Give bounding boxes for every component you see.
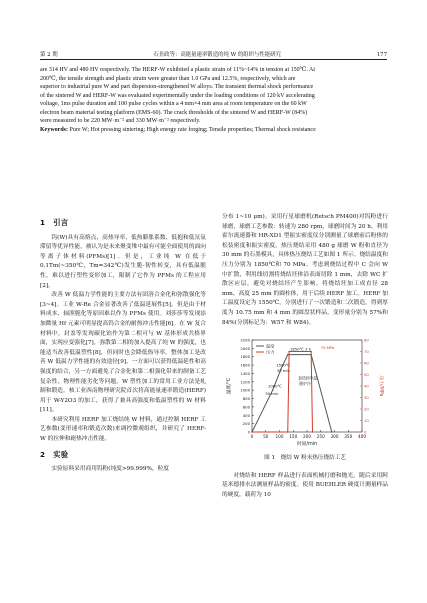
figure-caption: 图 1 烧结 W 粉末热压烧结工艺 — [264, 455, 346, 462]
y-left-tick-label: 0 — [247, 429, 250, 435]
abstract-line: superior to industrial pure W and part dispersion-strengthened W alloys. The transient thermal shock performance — [40, 84, 314, 91]
running-title: 石韭政等：高能量速率锻造的纯 W 的组织与性能研究 — [153, 52, 281, 58]
y-left-tick-label: 1200 — [240, 379, 250, 385]
series-point — [312, 431, 313, 432]
y-left-tick-label: 1800 — [240, 354, 250, 360]
x-axis-label: 时间/min — [296, 442, 318, 448]
english-abstract — [40, 66, 387, 134]
series-point — [331, 431, 332, 432]
abstract-line: electron beam material testing platform (EMS-60). The crack thresholds of the sintered W and HERF-W (84%) — [40, 109, 308, 116]
y-right-axis-label: 压力/MPa — [378, 375, 383, 397]
paragraph: 分布 1~10 μm)。采用行星球磨机(Retsch PM400)对钨粉进行球磨，球磨工艺参数：转速为 280 rpm，球磨时间为 20 h。利用霍尔流速器和 HR-XD1 型振实密度仪分别测量了球磨前后粉体的松装密度和振实密度。热压烧结采用 480 g 球磨 W 粉和直径为 30 mm 的石墨模具，具体热压烧结工艺如图 1 所示。烧结温度和压力分别为 1850℃和 70 MPa。考虑到烧结过程中 C 会向 W 中扩散，利用线切割将烧结坯体沿表面切除 1 mm，去除 WC 扩散区应层，避免对烧结坯产生影响。将烧结坯加工成直径 28 mm、高度 25 mm 的圆柱体，用于后续 HERF 加工。HERF 加工温度设定为 1550℃，分别进行了一次锻造和二次锻造，得到厚度为 10.75 mm 和 4 mm 的圆盘状样品，变形量分别为 57%和 84%(分别标记为：W57 和 W84)。 — [222, 214, 388, 326]
abstract-line: of the sintered W and HERF-W was evaluated experimentally under the loading conditions of 120 kV accelerating — [40, 92, 315, 99]
legend-label: 压力 — [266, 349, 275, 355]
right-column — [222, 213, 388, 501]
y-right-tick-label: 50 — [364, 372, 369, 378]
paragraph: 本研究利用 HERF 加工烧结纯 W 材料，通过控制 HERF 工艺参数(变形速率和锻造次数)来调控微观组织，并研究了 HERF-W 的拉伸和耐热冲击性能。 — [40, 416, 206, 443]
y-right-tick-label: 40 — [364, 383, 369, 389]
x-tick-label: 0 — [250, 434, 254, 440]
x-tick-label: 250 — [316, 434, 325, 440]
y-right-tick-label: 70 — [364, 349, 369, 355]
section-heading-experiment: 2 实验 — [40, 449, 69, 459]
y-left-tick-label: 2200 — [240, 337, 250, 343]
y-left-tick-label: 400 — [242, 412, 250, 418]
series-point — [251, 431, 252, 432]
x-tick-label: 400 — [358, 434, 366, 440]
y-left-tick-label: 1000 — [240, 387, 250, 393]
figure-sintering-curve — [222, 334, 388, 452]
legend-label: 温度 — [266, 343, 275, 349]
y-right-tick-label: 30 — [364, 395, 369, 401]
y-left-axis-label: 温度/℃ — [227, 377, 232, 395]
y-right-tick-label: 60 — [364, 360, 369, 366]
chart-annotation: 1850℃ 3 h — [289, 346, 312, 352]
abstract-line: voltage, 1ms pulse duration and 100 pulse cycles within a 4 mm×4 mm area at room temperature on the 60 kW — [40, 101, 307, 108]
y-right-tick-label: 10 — [364, 418, 369, 424]
issue-number: 第 2 期 — [40, 52, 58, 58]
chart-annotation: 30 min — [265, 390, 279, 396]
section-heading-intro: 1 引言 — [40, 218, 69, 227]
paragraph: 改善 W 低温力学性能的主要方法有固溶合金化和弥散强化等[3~4]。工业 W-Re 合金显著改善了低温延展性[5]，但是由于材料成本、辐照脆化等原因难以作为 PFMs 使用。刘莎莎等发现添加微量 Hf 元素可明显提高钨合金的耐热冲击性能[6]。在 W 复合材料中，封盖等发现碳化铂作为第二相可与 W 基体形成共格界面，实现应变强化[7]。弥散第二相的加入提高了纯 W 的强度，也能适当改善低温塑性[8]，但同时也会降低热导率。整体加工是改善 W 低温力学性能的有效途径[9]，一方面可以获得低温延性和高强度的结合，另一方面避免了合金化和第二相强化带来的制备工艺复杂性、物理性能劣化等问题。W 塑性加工的常用工业方法是轧制和锻造。核工业西南物理研究院首次将高能量速率锻造(HERF)用于 W-Y2O3 的加工，获得了兼具高强度和低温塑性的 W 材料[11]。 — [40, 292, 206, 414]
series-point — [287, 431, 288, 432]
keywords-label: Keywords: — [40, 126, 68, 133]
y-left-tick-label: 200 — [242, 421, 250, 427]
x-tick-label: 150 — [289, 434, 298, 440]
abstract-line: were measured to be 220 MW·m⁻² and 330 MW·m⁻² respectively. — [40, 118, 201, 125]
chart-annotation: 1500℃ — [276, 362, 291, 368]
series-line-temperature — [252, 355, 332, 432]
left-column — [40, 213, 206, 475]
keywords-text: Pure W; Hot pressing sintering; High energy rate forging; Tensile properties; Thermal shock resistance — [68, 126, 316, 133]
x-tick-label: 50 — [263, 434, 269, 440]
x-tick-label: 200 — [303, 434, 311, 440]
y-left-tick-label: 1400 — [240, 371, 250, 377]
y-left-tick-label: 1600 — [240, 362, 250, 368]
page-header — [40, 46, 387, 58]
x-tick-label: 100 — [275, 434, 284, 440]
sintering-chart — [222, 334, 388, 452]
abstract-line: 200℃, the tensile strength and plastic strain were greater than 1.0 GPa and 12.5%, respectively, which are — [40, 75, 296, 82]
chart-annotation: 70 MPa — [320, 345, 335, 351]
y-right-tick-label: 20 — [364, 406, 369, 412]
y-left-tick-label: 2000 — [240, 345, 250, 351]
header-rule — [40, 59, 387, 60]
abstract-line: are 314 HV and 480 HV respectively. The HERF-W exhibited a plastic strain of 11%~14% in tension at 150℃. At — [40, 67, 316, 73]
x-tick-label: 300 — [330, 434, 339, 440]
y-right-tick-label: 0 — [364, 429, 367, 435]
paragraph: 实验原料采用商用钨粉(纯度>99.999%，粒度 — [51, 466, 169, 473]
series-point — [287, 354, 288, 355]
x-tick-label: 350 — [344, 434, 353, 440]
chart-annotation: 1000℃ — [267, 383, 282, 389]
keywords — [40, 126, 387, 135]
chart-annotation: 加热到中温 — [298, 375, 318, 381]
chart-annotation: 30 min — [276, 368, 290, 374]
y-left-tick-label: 800 — [242, 396, 250, 402]
paragraph: 钨(W)具有高熔点、高热导率、低热膨胀系数、低抱和低氘氚滞留等优异性能，被认为是未来聚变堆中最有可能全面使用的面向等离子体材料(PFMs)[1]。但是，工业纯 W 在低于 0.1Tm(~350℃，Tm=342℃)发生脆-韧性转变，具有低温脆性，难以进行塑性变形加工，限制了它作为 PFMs 的工程应用[2]。 — [40, 234, 206, 289]
y-right-tick-label: 80 — [364, 337, 369, 343]
page-number: 177 — [376, 52, 387, 58]
paragraph: 对烧结和 HERF 样品进行表面机械打磨和抛光，随后采用阿基米德排水法测量样品的密度。使用 BUEHLER 硬度计测量样品的硬度，载荷为 10 — [222, 472, 388, 498]
y-left-tick-label: 600 — [242, 404, 250, 410]
chart-annotation: 随炉冷 — [299, 381, 311, 387]
